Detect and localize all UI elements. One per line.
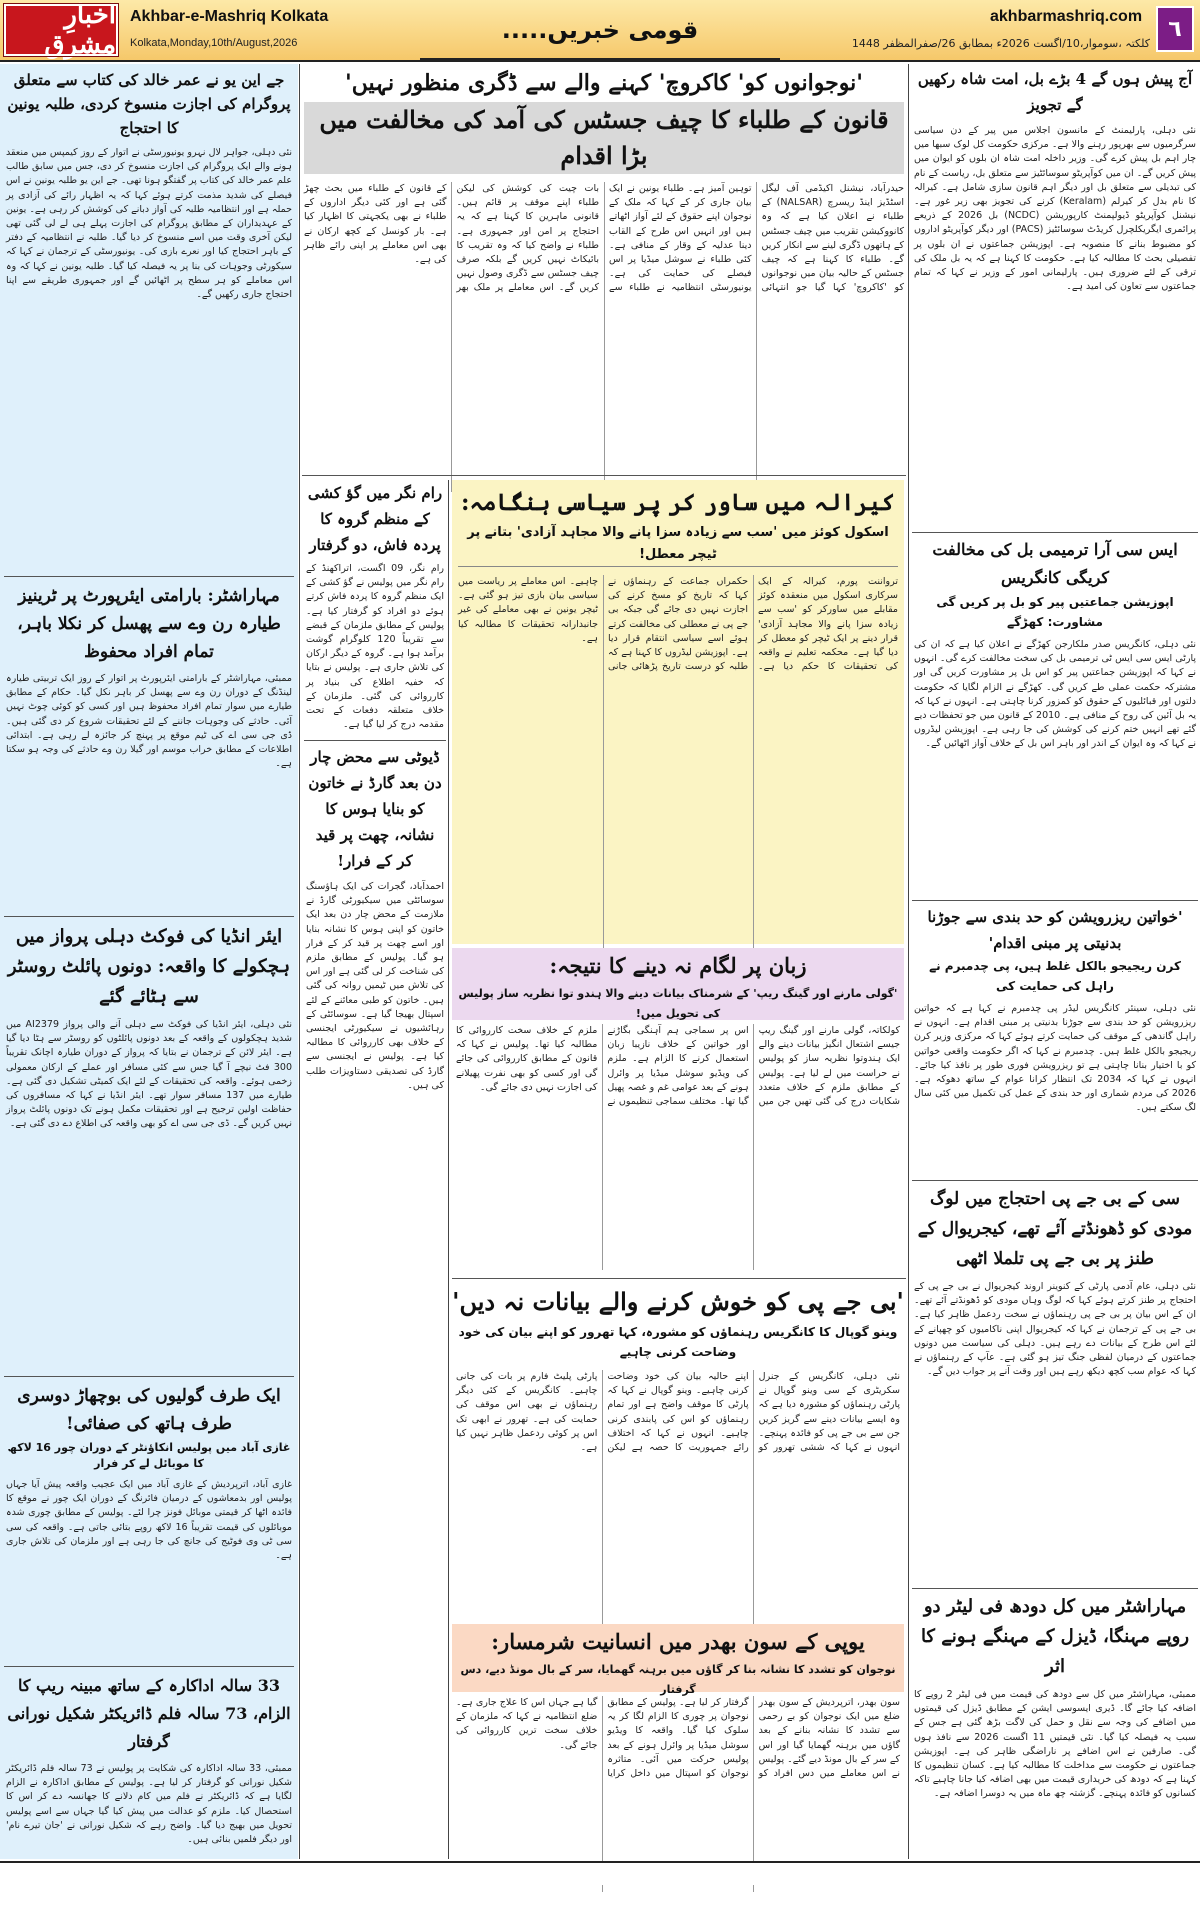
article-jnu — [6, 68, 292, 573]
headline: آج پیش ہوں گے 4 بڑے بل، امت شاہ رکھیں گے تجویز — [917, 70, 1193, 114]
article-women-reservation — [914, 904, 1196, 1176]
subheadline: وینو گوپال کا کانگریس رہنماؤں کو مشورہ، کہا تھرور کو اپنے بیان کی خود وضاحت کرنی چاہیے — [458, 1325, 898, 1359]
article-body: احمدآباد، گجرات کی ایک ہاؤسنگ سوسائٹی میں سیکیورٹی گارڈ نے ملازمت کے محض چار دن بعد ایک خاتون کو اپنی ہوس کا نشانہ بنایا اور اسے چھت پر قید کر کے فرار ہو گیا۔ پولیس کے مطابق ملزم کی شناخت کر لی گئی ہے اور اس کی تلاش میں ٹیمیں روانہ کی گئی ہیں۔ خاتون کو طبی معائنے کے لئے اسپتال بھیجا گیا ہے۔ سوسائٹی کے رہائشیوں نے سیکیورٹی ایجنسی کے خلاف بھی کارروائی کا مطالبہ کیا ہے۔ پولیس نے ایجنسی سے گارڈ کی تصدیقی دستاویزات طلب کی ہیں۔ — [306, 881, 444, 1091]
site-name: Akhbar-e-Mashriq Kolkata — [130, 8, 329, 25]
subheadline: 'گولی مارنے اور گینگ ریپ' کے شرمناک بیانات دینے والا ہندو توا نظریہ ساز پولیس کی تحویل میں! — [458, 987, 898, 1020]
article-body: ممبئی، 33 سالہ اداکارہ کی شکایت پر پولیس نے 73 سالہ فلم ڈائریکٹر شکیل نورانی کو گرفتار کر لیا ہے۔ پولیس کے مطابق اداکارہ نے الزام لگایا ہے کہ ڈائریکٹر نے فلم میں کام دلانے کا جھانسہ دے کر اس کا استحصال کیا۔ ملزم کو عدالت میں پیش کیا گیا جہاں سے اسے پولیس تحویل میں بھیج دیا گیا۔ واضح رہے کہ شکیل نورانی نے 'جان تیرے نام' اور دیگر فلمیں بنائی ہیں۔ — [6, 1763, 293, 1846]
masthead — [0, 0, 1200, 62]
article-baramati — [6, 582, 292, 912]
lead-headline-2: قانون کے طلباء کا چیف جسٹس کی آمد کی مخالفت میں بڑا اقدام — [304, 102, 904, 174]
urdu-date: کلکتہ ،سوموار،10/اگست 2026ء بمطابق 26/صفرالمظفر 1448 — [851, 37, 1150, 50]
headline: کیرالہ میں ساور کر پر سیاسی ہنگامہ: — [461, 489, 895, 516]
page-footer-rule — [0, 1861, 1200, 1885]
column-rule — [299, 64, 300, 1859]
subheadline: اپوزیشن جماعتیں پیر کو بل پر کریں گی مشاورت: کھڑگے — [936, 595, 1174, 629]
column-rule — [448, 480, 449, 1859]
headline: 33 سالہ اداکارہ کے ساتھ مبینہ ریپ کا الزام، 73 سالہ فلم ڈائریکٹر شکیل نورانی گرفتار — [7, 1676, 291, 1751]
site-url[interactable]: akhbarmashriq.com — [990, 8, 1143, 25]
article-hate-speech-body — [452, 1024, 904, 1274]
article-divider — [912, 900, 1198, 901]
article-divider — [912, 532, 1198, 533]
article-divider — [912, 1180, 1198, 1181]
subheadline: اسکول کوئز میں 'سب سے زیادہ سزا پانے والا مجاہد آزادی' بتانے پر ٹیچر معطل! — [458, 522, 898, 567]
article-venugopal — [452, 1282, 904, 1618]
article-air-india — [6, 922, 292, 1372]
article-sonbhadra — [452, 1624, 904, 1696]
right-column — [910, 64, 1200, 1859]
article-body: ممبئی، مہاراشٹر کے بارامتی ایئرپورٹ پر اتوار کے روز ایک تربیتی طیارہ لینڈنگ کے دوران رن وے سے پھسل کر باہر نکل گیا۔ حکام کے مطابق طیارے میں سوار تمام افراد محفوظ ہیں اور کسی کو کوئی چوٹ نہیں آئی۔ حادثے کی وجوہات جاننے کے لئے تحقیقات شروع کر دی گئی ہیں۔ ڈی جی سی اے کی ٹیم موقع پر پہنچ کر جائزہ لے رہی ہے۔ ابتدائی اطلاعات کے مطابق خراب موسم اور گیلا رن وے حادثے کی وجہ ہو سکتا ہے۔ — [6, 673, 292, 770]
article-body: ممبئی، مہاراشٹر میں کل سے دودھ کی قیمت میں فی لیٹر 2 روپے کا اضافہ کیا جائے گا۔ ڈیری ایسوسی ایشن کے مطابق ڈیزل کی قیمتوں میں اضافے کی وجہ سے نقل و حمل کی لاگت بڑھ گئی ہے جس کے سبب یہ فیصلہ کیا گیا۔ نئی قیمتیں 11 اگست 2026 سے نافذ ہوں گی۔ صارفین نے اس اضافے پر ناراضگی ظاہر کی ہے۔ اپوزیشن جماعتوں نے حکومت سے مداخلت کا مطالبہ کیا ہے۔ کسان تنظیموں کا کہنا ہے کہ دودھ کی خریداری قیمت میں بھی اضافہ کیا جانا چاہیے تاکہ کسانوں کو فائدہ پہنچے۔ گزشتہ چھ ماہ میں یہ دوسرا اضافہ ہے۔ — [914, 1689, 1196, 1800]
article-body: نئی دہلی، پارلیمنٹ کے مانسون اجلاس میں پیر کے دن سیاسی سرگرمیوں سے بھرپور رہنے والا ہے۔ مرکزی حکومت کل لوک سبھا میں چار اہم بل پیش کرے گی۔ وزیر داخلہ امت شاہ ان بلوں کو ایوان میں پیش کریں گے۔ ان میں کوآپریٹو سوسائٹیز سے متعلق بل، ریاست کے نام کی تبدیلی سے متعلق بل اور دیگر اہم قانون سازی شامل ہے۔ کیرالہ کا نام بدل کر کیرلم (Keralam) کرنے کی تجویز بھی زیر غور ہے۔ نیشنل کوآپریٹو ڈیولپمنٹ کارپوریشن (NCDC) بل 2026 کے ذریعے پرائمری ایگریکلچرل کریڈٹ سوسائٹیز (PACS) اور دیگر کوآپریٹو اداروں کو مضبوط بنانے کا منصوبہ ہے۔ اپوزیشن جماعتوں نے ان بلوں پر تفصیلی بحث کا مطالبہ کیا ہے۔ حکومت کا کہنا ہے کہ یہ بل ملک کی ترقی کے لئے ضروری ہیں۔ پارلیمانی امور کے وزیر نے کہا کہ تمام جماعتوں سے تعاون کی امید ہے۔ — [914, 125, 1197, 293]
headline: ایس سی آرا ترمیمی بل کی مخالفت کریگی کانگریس — [932, 540, 1178, 587]
article-hate-speech-arrest — [452, 948, 904, 1020]
headline: ڈیوٹی سے محض چار دن بعد گارڈ نے خاتون کو بنایا ہوس کا نشانہ، چھت پر قید کر کے فرار! — [308, 748, 442, 870]
left-column — [0, 64, 298, 1859]
headline: زبان پر لگام نہ دینے کا نتیجہ: — [549, 953, 807, 978]
article-divider — [304, 740, 446, 741]
headline: ایئر انڈیا کی فوکٹ دہلی پرواز میں ہچکولے کا واقعہ: دونوں پائلٹ روسٹر سے ہٹائے گئے — [7, 926, 291, 1007]
article-body: نئی دہلی، کانگریس صدر ملکارجن کھڑگے نے اعلان کیا ہے کہ ان کی پارٹی ایس سی ایس ٹی ترمیمی بل کی سخت مخالفت کرے گی۔ انہوں نے کہا کہ اپوزیشن جماعتیں پیر کو اس بل پر مشاورت کریں گی اور مشترکہ حکمت عملی طے کریں گی۔ کھڑگے نے الزام لگایا کہ حکومت دلتوں اور قبائلیوں کے حقوق کو کمزور کرنا چاہتی ہے۔ انہوں نے کہا کہ یہ بل آئین کی روح کے منافی ہے۔ 2010 کے قانون میں جو تحفظات دیے گئے تھے انہیں ختم کرنے کی کوشش کی جا رہی ہے۔ اپوزیشن لیڈروں نے کہا کہ وہ ایوان کے اندر اور باہر اس بل کے خلاف آواز اٹھائیں گے۔ — [914, 639, 1196, 750]
article-body: نئی دہلی، ایئر انڈیا کی فوکٹ سے دہلی آنے والی پرواز AI2379 میں شدید ہچکولوں کے واقعہ کے بعد دونوں پائلٹوں کو روسٹر سے ہٹا دیا گیا ہے۔ ایئر لائن کے ترجمان نے بتایا کہ پرواز کے دوران طیارہ اچانک تقریباً 300 فٹ نیچے آ گیا جس سے کئی مسافر اور عملے کے ارکان معمولی زخمی ہوئے۔ واقعہ کی تحقیقات کے لئے ایک کمیٹی تشکیل دی گئی ہے۔ طیارے میں 137 مسافر سوار تھے۔ ایئر انڈیا نے کہا کہ مسافروں کی حفاظت اولین ترجیح ہے اور تحقیقات مکمل ہونے تک دونوں پائلٹ پرواز نہیں کریں گے۔ ڈی جی سی اے کو بھی واقعہ کی اطلاع دے دی گئی ہے۔ — [6, 1019, 293, 1130]
article-body: سون بھدر، اترپردیش کے سون بھدر ضلع میں ایک نوجوان کو بے رحمی سے تشدد کا نشانہ بنانے کے بعد گاؤں میں برہنہ گھمایا گیا اور اس کے سر کے بال مونڈ دیے گئے۔ پولیس نے اس معاملے میں دس افراد کو گرفتار کر لیا ہے۔ پولیس کے مطابق نوجوان پر چوری کا الزام لگا کر یہ سلوک کیا گیا۔ واقعہ کا ویڈیو سوشل میڈیا پر وائرل ہونے کے بعد پولیس حرکت میں آئی۔ متاثرہ نوجوان کو اسپتال میں داخل کرایا گیا ہے جہاں اس کا علاج جاری ہے۔ ضلع انتظامیہ نے کہا کہ ملزمان کے خلاف سخت ترین کارروائی کی جائے گی۔ — [456, 1697, 900, 1780]
article-body: ترواننت پورم، کیرالہ کے ایک سرکاری اسکول میں منعقدہ کوئز مقابلے میں ساورکر کو 'سب سے زیادہ سزا پانے والا مجاہد آزادی' قرار دینے پر ایک ٹیچر کو معطل کر دیا گیا ہے۔ محکمہ تعلیم نے واقعہ کی تحقیقات کا حکم دیا ہے۔ حکمراں جماعت کے رہنماؤں نے کہا کہ تاریخ کو مسخ کرنے کی اجازت نہیں دی جائے گی جبکہ بی جے پی نے معطلی کی مخالفت کرتے ہوئے اسے سیاسی انتقام قرار دیا ہے۔ اپوزیشن لیڈروں کا کہنا ہے کہ طلبہ کو درست تاریخ پڑھائی جانی چاہیے۔ اس معاملے پر ریاست میں سیاسی بیان بازی تیز ہو گئی ہے۔ ٹیچر یونین نے بھی معاملے کی غیر جانبدارانہ تحقیقات کا مطالبہ کیا ہے۔ — [458, 576, 898, 673]
article-kerala-savarkar — [452, 480, 904, 944]
article-kejriwal — [914, 1184, 1196, 1584]
section-title: قومی خبریں..... — [501, 16, 699, 44]
article-divider — [4, 1666, 294, 1667]
article-body: نئی دہلی، عام آدمی پارٹی کے کنوینر اروند کیجریوال نے بی جے پی کے احتجاج پر طنز کرتے ہوئے کہا کہ لوگ وہاں مودی کو ڈھونڈتے آئے تھے۔ ان کے اس بیان پر بی جے پی رہنماؤں نے سخت ردعمل ظاہر کیا ہے۔ بی جے پی کے ترجمان نے کہا کہ کیجریوال اپنی ناکامیوں کو چھپانے کے لئے اس طرح کے بیانات دے رہے ہیں۔ دہلی کی سیاست میں دونوں جماعتوں کے درمیان لفظی جنگ تیز ہو گئی ہے۔ عآپ کے رہنماؤں نے کہا کہ عوام سب کچھ دیکھ رہے ہیں اور وقت آنے پر جواب دیں گے۔ — [914, 1281, 1196, 1378]
article-divider — [4, 1376, 294, 1377]
article-divider — [4, 916, 294, 917]
headline: جے این یو نے عمر خالد کی کتاب سے متعلق پروگرام کی اجازت منسوخ کردی، طلبہ یونین کا احتجاج — [7, 71, 291, 137]
headline: مہاراشٹر: بارامتی ایئرپورٹ پر ٹرینیز طیارہ رن وے سے پھسل کر نکلا باہر، تمام افراد محفوظ — [17, 586, 281, 662]
section-title-underline — [420, 58, 780, 60]
article-sc-amendment — [914, 536, 1196, 896]
article-body: رام نگر، 09 اگست، اتراکھنڈ کے رام نگر میں پولیس نے گؤ کشی کے ایک منظم گروہ کا پردہ فاش کرتے ہوئے دو افراد کو گرفتار کیا ہے۔ پولیس کے مطابق ملزمان کے قبضے سے تقریباً 120 کلوگرام گوشت برآمد ہوا ہے۔ گروہ کے دیگر ارکان کی تلاش جاری ہے۔ پولیس نے بتایا کہ خفیہ اطلاع کی بنیاد پر کارروائی کی گئی۔ ملزمان کے خلاف متعلقہ دفعات کے تحت مقدمہ درج کر لیا گیا ہے۔ — [306, 563, 444, 731]
subheadline: کرن ریجیجو بالکل غلط ہیں، پی چدمبرم نے راہل کی حمایت کی — [929, 959, 1181, 993]
headline: 'بی جے پی کو خوش کرنے والے بیانات نہ دیں' — [452, 1287, 904, 1316]
article-body: کولکاتہ، گولی مارنے اور گینگ ریپ جیسے اشتعال انگیز بیانات دینے والے ایک ہندوتوا نظریہ ساز کو پولیس نے حراست میں لے لیا ہے۔ پولیس کے مطابق ملزم کے خلاف متعدد شکایات درج کی گئی تھیں جن میں اس پر سماجی ہم آہنگی بگاڑنے اور خواتین کے خلاف نازیبا زبان استعمال کرنے کا الزام ہے۔ ملزم کی ویڈیو سوشل میڈیا پر وائرل ہونے کے بعد عوامی غم و غصہ پھیل گیا تھا۔ مختلف سماجی تنظیموں نے ملزم کے خلاف سخت کارروائی کا مطالبہ کیا تھا۔ پولیس نے کہا کہ قانون کے مطابق کارروائی کی جائے گی اور کسی کو بھی نفرت پھیلانے کی اجازت نہیں دی جائے گی۔ — [456, 1025, 900, 1108]
article-milk-price — [914, 1592, 1196, 1896]
lead-headline-1: 'نوجوانوں کو' کاکروچ' کہنے والے سے ڈگری منظور نہیں' — [345, 70, 863, 96]
article-divider — [452, 1278, 906, 1279]
english-date: Kolkata,Monday,10th/August,2026 — [130, 37, 298, 49]
article-divider — [302, 475, 906, 476]
article-body: نئی دہلی، سینئر کانگریس لیڈر پی چدمبرم نے کہا ہے کہ خواتین ریزرویشن کو حد بندی سے جوڑنا بدنیتی پر مبنی اقدام ہے۔ انہوں نے راہل گاندھی کے موقف کی حمایت کرتے ہوئے کہا کہ مرکزی وزیر کرن ریجیجو بالکل غلط ہیں۔ چدمبرم نے کہا کہ اگر حکومت واقعی خواتین کو با اختیار بنانا چاہتی ہے تو ریزرویشن فوری طور پر نافذ کیا جائے۔ انہوں نے کہا کہ 2034 تک انتظار کرانا عوام کے ساتھ دھوکہ ہے۔ 2026 کی مردم شماری اور حد بندی کے عمل کی تکمیل میں کئی سال لگ سکتے ہیں۔ — [914, 1003, 1196, 1114]
newspaper-logo[interactable]: اخبارِ مشرق — [4, 4, 118, 56]
column-rule — [908, 64, 909, 1859]
article-four-bills — [914, 66, 1196, 528]
headline: مہاراشٹر میں کل دودھ فی لیٹر دو روپے مہنگا، ڈیزل کے مہنگے ہونے کا اثر — [920, 1596, 1190, 1677]
headline: یوپی کے سون بھدر میں انسانیت شرمسار: — [491, 1629, 865, 1654]
article-ghaziabad — [6, 1382, 292, 1662]
article-nalsar-lead — [304, 66, 904, 471]
headline: ایک طرف گولیوں کی بوچھاڑ دوسری طرف ہاتھ کی صفائی! — [17, 1386, 281, 1434]
page-number-badge: ٦ — [1156, 6, 1194, 52]
headline: رام نگر میں گؤ کشی کے منظم گروہ کا پردہ فاش، دو گرفتار — [307, 484, 443, 554]
article-body: غازی آباد، اترپردیش کے غازی آباد میں ایک عجیب واقعہ پیش آیا جہاں پولیس اور بدمعاشوں کے درمیان فائرنگ کے دوران ایک چور نے موقع کا فائدہ اٹھا کر قیمتی موبائل فونز چرا لئے۔ پولیس کے مطابق چوری شدہ موبائلوں کی قیمت تقریباً 16 لاکھ روپے بتائی جاتی ہے۔ واقعہ کی سی سی ٹی وی فوٹیج کی جانچ کی جا رہی ہے اور ملزمان کی تلاش جاری ہے۔ — [6, 1479, 292, 1562]
article-body: نئی دہلی، کانگریس کے جنرل سکریٹری کے سی وینو گوپال نے پارٹی رہنماؤں کو مشورہ دیا ہے کہ وہ ایسے بیانات دینے سے گریز کریں جن سے بی جے پی کو فائدہ پہنچے۔ انہوں نے کہا کہ ششی تھرور کو اپنے حالیہ بیان کی خود وضاحت کرنی چاہیے۔ وینو گوپال نے کہا کہ پارٹی کا موقف واضح ہے اور تمام رہنماؤں کو اس کی پابندی کرنی چاہیے۔ انہوں نے کہا کہ اختلاف رائے جمہوریت کا حصہ ہے لیکن پارٹی پلیٹ فارم پر بات کی جانی چاہیے۔ کانگریس کے کئی دیگر رہنماؤں نے بھی اس موقف کی حمایت کی ہے۔ تھرور نے ابھی تک اس پر کوئی ردعمل ظاہر نہیں کیا ہے۔ — [456, 1371, 900, 1454]
article-divider — [4, 576, 294, 577]
article-divider — [912, 1588, 1198, 1589]
headline: 'خواتین ریزرویشن کو حد بندی سے جوڑنا بدنیتی پر مبنی اقدام' — [927, 908, 1183, 952]
article-guard-crime — [306, 744, 444, 1894]
article-body: نئی دہلی، جواہر لال نہرو یونیورسٹی نے اتوار کے روز کیمپس میں منعقد ہونے والے ایک پروگرام کی اجازت منسوخ کر دی، جس میں سابق طالب علم عمر خالد کی کتاب پر گفتگو ہونا تھی۔ جے این یو طلبہ یونین نے اس فیصلے کی شدید مذمت کرتے ہوئے کہا کہ یہ اظہار رائے کی آزادی پر حملہ ہے اور انتظامیہ طلبہ کی آواز دبانے کی کوشش کر رہی ہے۔ یونین کے عہدیداران کے مطابق پروگرام کی اجازت پہلے ہی لے لی گئی تھی لیکن آخری وقت میں اسے منسوخ کر دیا گیا۔ طلبہ نے انتظامیہ کے دفتر کے باہر احتجاج کیا اور نعرے بازی کی۔ یونیورسٹی کے ترجمان نے کہا کہ سیکورٹی وجوہات کی بنا پر یہ فیصلہ کیا گیا۔ طلبہ یونین نے کہا کہ وہ اس معاملے کو ہر سطح پر اٹھائیں گے اور جمہوری طریقے سے اپنا احتجاج جاری رکھیں گے۔ — [6, 147, 292, 301]
subheadline: غازی آباد میں پولیس انکاؤنٹر کے دوران چور 16 لاکھ کا موبائل لے کر فرار — [7, 1441, 291, 1470]
article-ramnagar — [306, 480, 444, 736]
headline: سی کے بی جے پی احتجاج میں لوگ مودی کو ڈھونڈتے آئے تھے، کیجریوال کے طنز پر بی جے پی تلملا اٹھی — [917, 1189, 1193, 1269]
subheadline: نوجوان کو تشدد کا نشانہ بنا کر گاؤں میں برہنہ گھمایا، سر کے بال مونڈ دیے، دس گرفتار — [460, 1663, 896, 1696]
article-body: حیدرآباد، نیشنل اکیڈمی آف لیگل اسٹڈیز اینڈ ریسرچ (NALSAR) کے طلباء نے اعلان کیا ہے کہ وہ کانووکیشن تقریب میں چیف جسٹس کے ہاتھوں ڈگری لینے سے انکار کریں گے۔ طلباء کا کہنا ہے کہ چیف جسٹس کے حالیہ بیان میں نوجوانوں کو 'کاکروچ' کہا گیا جو انتہائی توہین آمیز ہے۔ طلباء یونین نے ایک بیان جاری کر کے کہا کہ ملک کے نوجوان اپنے حقوق کے لئے آواز اٹھاتے ہیں اور انہیں اس طرح کے القاب دینا عدلیہ کے وقار کے منافی ہے۔ کئی طلباء نے سوشل میڈیا پر اس فیصلے کی حمایت کی ہے۔ یونیورسٹی انتظامیہ نے طلباء سے بات چیت کی کوشش کی لیکن طلباء اپنے موقف پر قائم ہیں۔ قانونی ماہرین کا کہنا ہے کہ یہ احتجاج پر امن اور جمہوری ہے۔ طلباء نے واضح کیا کہ وہ تقریب کا بائیکاٹ نہیں کریں گے بلکہ صرف چیف جسٹس سے ڈگری وصول نہیں کریں گے۔ اس معاملے پر ملک بھر کے قانون کے طلباء میں بحث چھڑ گئی ہے اور کئی دیگر اداروں کے طلباء نے بھی یکجہتی کا اظہار کیا ہے۔ بار کونسل کے کچھ ارکان نے بھی اس معاملے پر اپنی رائے ظاہر کی ہے۔ — [304, 183, 904, 294]
center-area — [302, 64, 906, 1859]
